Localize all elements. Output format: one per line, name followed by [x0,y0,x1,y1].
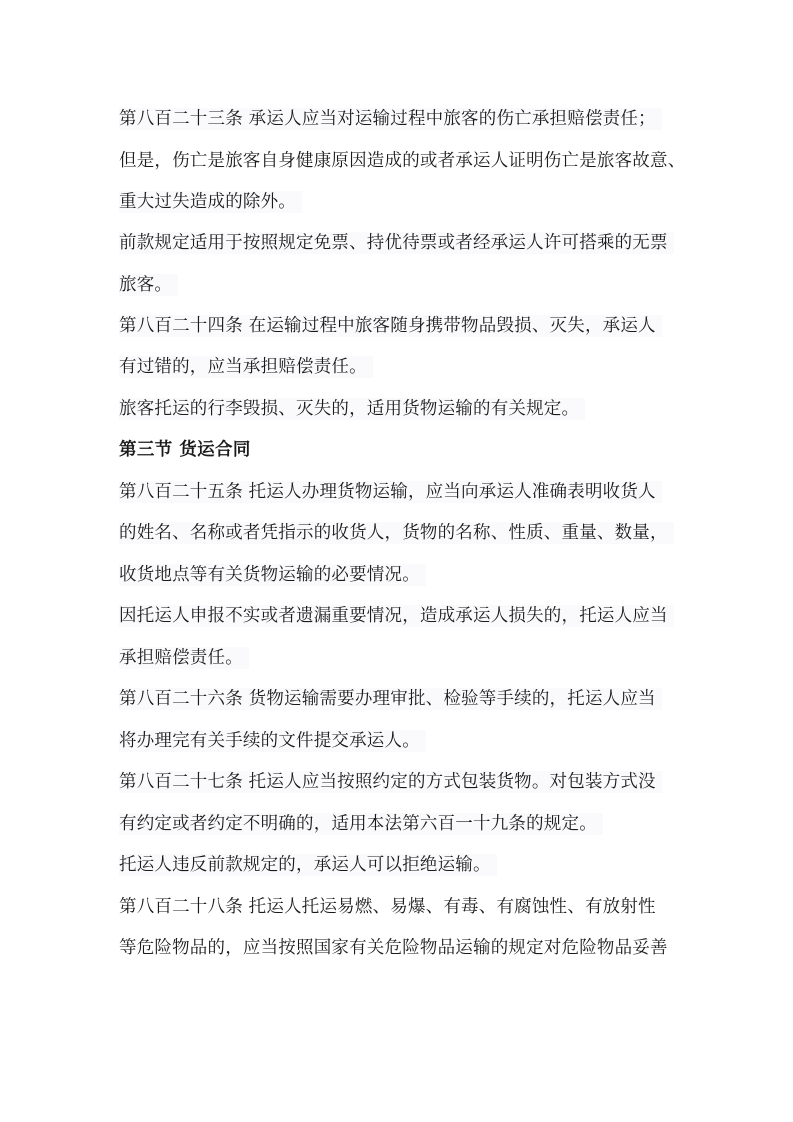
text-line: 旅客托运的行李毁损、灭失的，适用货物运输的有关规定。 [119,398,585,420]
text-line: 旅客。 [119,274,178,296]
text-line: 有过错的，应当承担赔偿责任。 [119,356,373,378]
text-line: 第八百二十五条 托运人办理货物运输，应当向承运人准确表明收货人 [119,481,662,503]
text-line: 等危险物品的，应当按照国家有关危险物品运输的规定对危险物品妥善 [119,938,668,958]
text-line: 托运人违反前款规定的，承运人可以拒绝运输。 [119,854,497,876]
text-line: 前款规定适用于按照规定免票、持优待票或者经承运人许可搭乘的无票 [119,232,674,254]
text-line: 将办理完有关手续的文件提交承运人。 [119,730,426,752]
text-line: 第八百二十四条 在运输过程中旅客随身携带物品毁损、灭失，承运人 [119,315,662,337]
text-line: 因托运人申报不实或者遗漏重要情况，造成承运人损失的，托运人应当 [119,605,674,627]
section-heading: 第三节 货运合同 [119,440,251,460]
text-line: 第八百二十三条 承运人应当对运输过程中旅客的伤亡承担赔偿责任； [119,108,662,130]
text-line: 的姓名、名称或者凭指示的收货人，货物的名称、性质、重量、数量， [119,522,674,544]
text-line: 第八百二十六条 货物运输需要办理审批、检验等手续的，托运人应当 [119,688,662,710]
text-line: 重大过失造成的除外。 [119,191,302,213]
text-line: 第八百二十八条 托运人托运易燃、易爆、有毒、有腐蚀性、有放射性 [119,897,656,917]
text-line: 收货地点等有关货物运输的必要情况。 [119,564,426,586]
text-line: 有约定或者约定不明确的，适用本法第六百一十九条的规定。 [119,813,603,835]
text-line: 第八百二十七条 托运人应当按照约定的方式包装货物。对包装方式没 [119,771,662,793]
text-line: 但是，伤亡是旅客自身健康原因造成的或者承运人证明伤亡是旅客故意、 [119,151,686,171]
text-line: 承担赔偿责任。 [119,647,249,669]
